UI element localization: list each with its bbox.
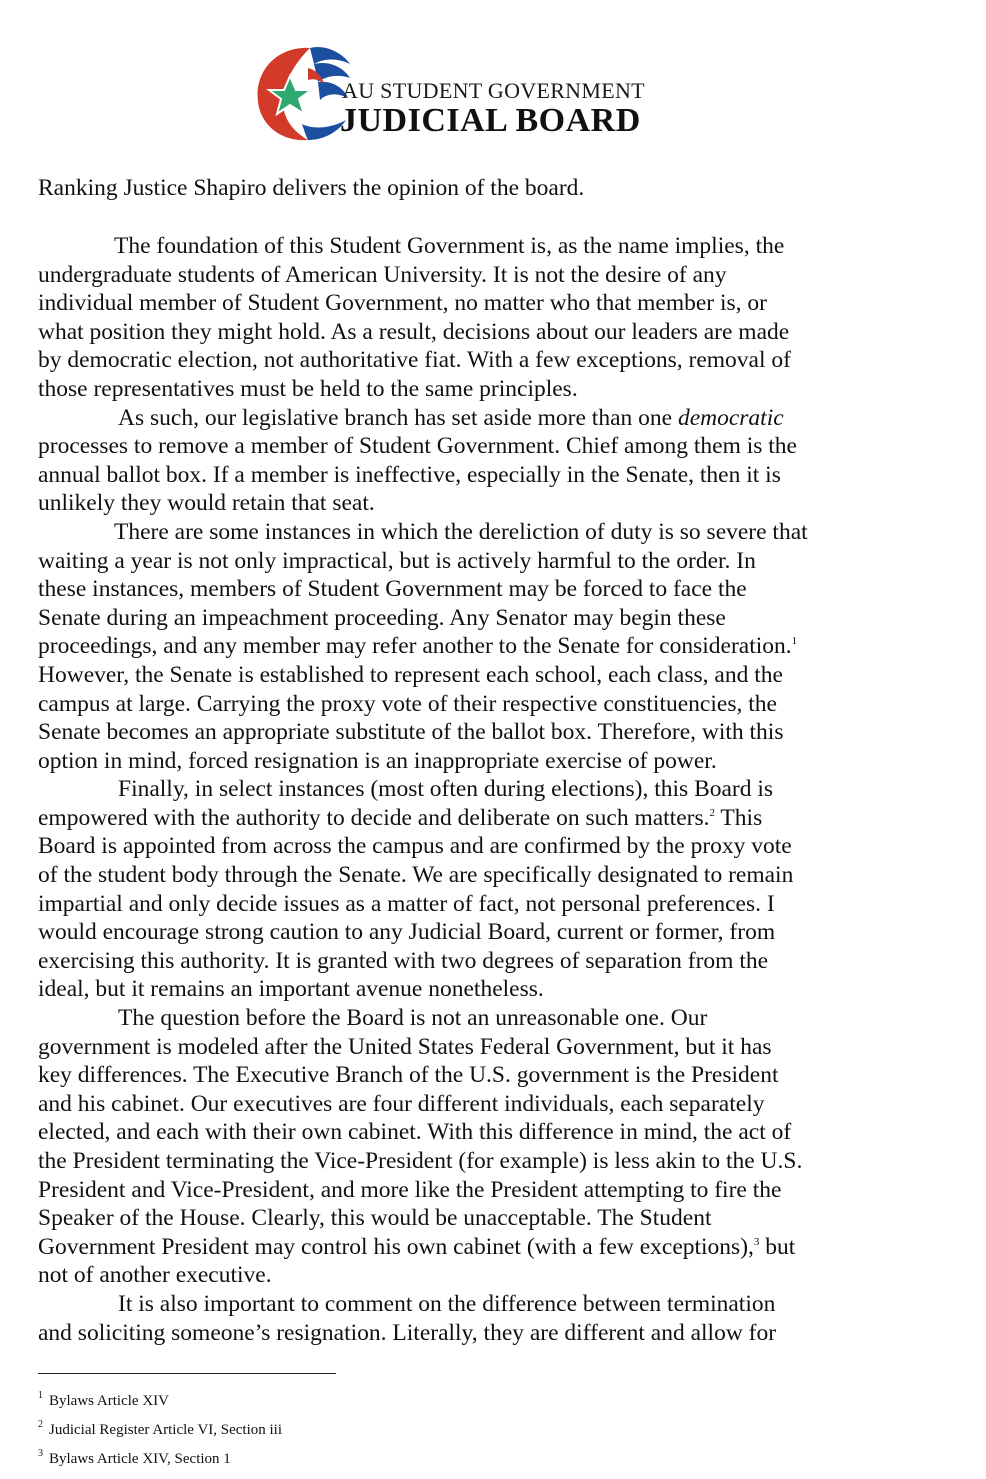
- text-line: government is modeled after the United States Federal Government, but it has: [38, 1033, 772, 1060]
- text-line: processes to remove a member of Student Government. Chief among them is the: [38, 433, 797, 460]
- footnote-text: Bylaws Article XIV: [49, 1393, 169, 1409]
- letterhead: [250, 40, 730, 150]
- footnote-text: Bylaws Article XIV, Section 1: [49, 1451, 231, 1467]
- text-line: of the student body through the Senate. We are specifically designated to remain: [38, 862, 794, 889]
- text-line: not of another executive.: [38, 1262, 272, 1289]
- footnote-ref: 2: [709, 806, 715, 819]
- footnote-ref: 1: [791, 635, 798, 648]
- intro-line: Ranking Justice Shapiro delivers the opinion of the board.: [38, 175, 585, 201]
- text-line: Finally, in select instances (most often during elections), this Board is: [118, 776, 774, 803]
- opinion-body: [38, 232, 958, 1347]
- text-line: campus at large. Carrying the proxy vote of their respective constituencies, the: [38, 690, 777, 717]
- text-span: empowered with the authority to decide and deliberate on such matters.: [38, 804, 710, 831]
- text-line: Speaker of the House. Clearly, this would be unacceptable. The Student: [38, 1205, 712, 1232]
- text-line: and his cabinet. Our executives are four different individuals, each separately: [38, 1090, 765, 1117]
- text-line: option in mind, forced resignation is an inappropriate exercise of power.: [38, 747, 717, 774]
- text-line: impartial and only decide issues as a matter of fact, not personal preferences. I: [38, 890, 775, 917]
- text-line: The foundation of this Student Government is, as the name implies, the: [114, 233, 785, 259]
- text-line: However, the Senate is established to represent each school, each class, and the: [38, 661, 783, 688]
- footnote-number: 2: [38, 1419, 43, 1430]
- text-span: Government President may control his own cabinet (with a few exceptions),: [38, 1233, 754, 1260]
- footnote-number: 3: [38, 1448, 43, 1459]
- text-line: [38, 404, 958, 433]
- footnote-divider: [38, 1373, 336, 1374]
- text-line: would encourage strong caution to any Judicial Board, current or former, from: [38, 919, 776, 946]
- text-line: elected, and each with their own cabinet. With this difference in mind, the act of: [38, 1119, 792, 1146]
- footnote-number: 1: [38, 1390, 43, 1401]
- board-name: JUDICIAL BOARD: [340, 102, 641, 139]
- text-span: As such, our legislative branch has set aside more than one: [118, 404, 678, 431]
- text-line: undergraduate students of American University. It is not the desire of any: [38, 261, 727, 288]
- footnote: [38, 1384, 282, 1413]
- footnotes: [38, 1384, 282, 1471]
- text-line: There are some instances in which the dereliction of duty is so severe that: [114, 518, 808, 545]
- footnote: [38, 1442, 282, 1471]
- text-line: what position they might hold. As a result, decisions about our leaders are made: [38, 318, 790, 345]
- text-line: annual ballot box. If a member is ineffective, especially in the Senate, then it is: [38, 461, 781, 488]
- org-name: AU STUDENT GOVERNMENT: [342, 78, 645, 103]
- text-line: those representatives must be held to the same principles.: [38, 375, 578, 402]
- text-line: Board is appointed from across the campus and are confirmed by the proxy vote: [38, 833, 792, 860]
- footnote-text: Judicial Register Article VI, Section iii: [49, 1422, 283, 1438]
- text-line: key differences. The Executive Branch of the U.S. government is the President: [38, 1062, 779, 1089]
- footnote-ref: 3: [753, 1235, 760, 1248]
- text-line: by democratic election, not authoritative fiat. With a few exceptions, removal of: [38, 347, 791, 374]
- text-line: [38, 1233, 958, 1262]
- text-line: the President terminating the Vice-President (for example) is less akin to the U.S.: [38, 1148, 803, 1174]
- text-line: unlikely they would retain that seat.: [38, 490, 375, 517]
- text-line: these instances, members of Student Government may be forced to face the: [38, 576, 747, 603]
- text-line: Senate during an impeachment proceeding. Any Senator may begin these: [38, 604, 726, 631]
- text-line: President and Vice-President, and more like the President attempting to fire the: [38, 1176, 782, 1203]
- text-span: proceedings, and any member may refer another to the Senate for consideration.: [38, 633, 792, 660]
- emphasis-text: democratic: [677, 404, 784, 431]
- text-line: The question before the Board is not an unreasonable one. Our: [118, 1005, 708, 1032]
- text-line: waiting a year is not only impractical, but is actively harmful to the order. In: [38, 547, 756, 574]
- text-span: but: [759, 1233, 796, 1260]
- text-line: Senate becomes an appropriate substitute of the ballot box. Therefore, with this: [38, 719, 784, 746]
- text-line: ideal, but it remains an important avenue nonetheless.: [38, 976, 544, 1003]
- text-line: individual member of Student Government, no matter who that member is, or: [38, 290, 767, 317]
- text-line: [38, 632, 958, 661]
- text-line: and soliciting someone’s resignation. Literally, they are different and allow for: [38, 1319, 777, 1346]
- text-line: It is also important to comment on the difference between termination: [118, 1290, 776, 1317]
- text-span: This: [714, 804, 763, 831]
- footnote: [38, 1413, 282, 1442]
- text-line: exercising this authority. It is granted with two degrees of separation from the: [38, 947, 769, 974]
- text-line: [38, 804, 958, 833]
